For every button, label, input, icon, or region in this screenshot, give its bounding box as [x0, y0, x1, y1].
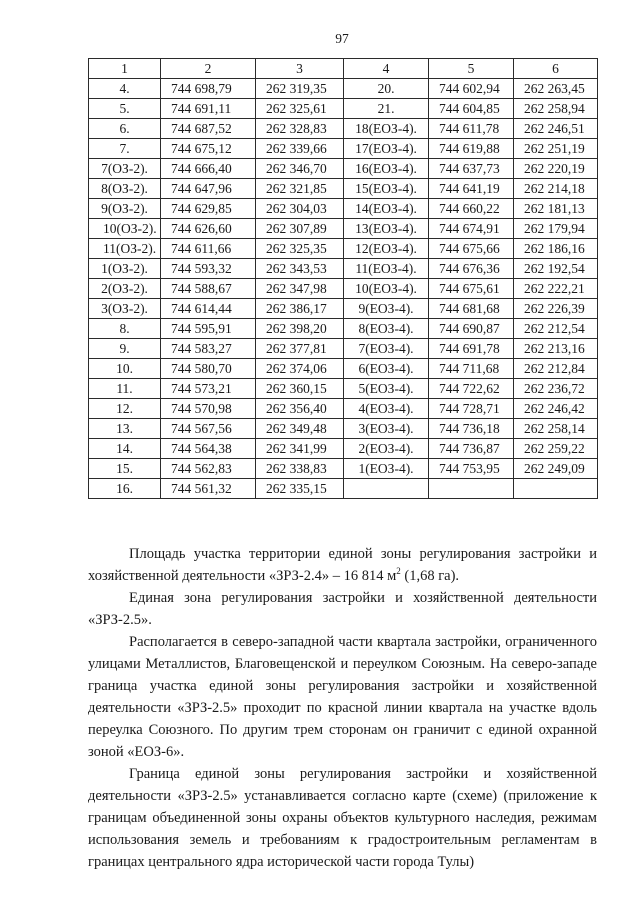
table-cell-col-6: 262 220,19 — [514, 159, 598, 179]
table-cell-col-4: 4(ЕОЗ-4). — [344, 399, 429, 419]
table-cell-col-2: 744 580,70 — [161, 359, 256, 379]
header-cell-6: 6 — [514, 59, 598, 79]
table-cell-col-1: 6. — [89, 119, 161, 139]
table-row — [89, 199, 598, 219]
paragraph-location: Располагается в северо-западной части квартала застройки, ограниченного улицами Металлистов, Благовещенской и переулком Союзным. На северо-западе граница участка единой зоны регулирования застройки и хозяйственной деятельности «ЗРЗ-2.5» проходит по красной линии квартала на участке вдоль переулка Союзного. По другим трем сторонам он граничит с единой охранной зоной «ЕОЗ-6». — [88, 634, 597, 760]
table-cell-col-1: 7(ОЗ-2). — [89, 159, 161, 179]
table-cell-col-2: 744 583,27 — [161, 339, 256, 359]
table-cell-col-2: 744 626,60 — [161, 219, 256, 239]
table-cell-col-3: 262 349,48 — [256, 419, 344, 439]
table-cell-col-2: 744 567,56 — [161, 419, 256, 439]
table-cell-col-3: 262 398,20 — [256, 319, 344, 339]
table-cell-col-3: 262 338,83 — [256, 459, 344, 479]
table-cell-col-4: 9(ЕОЗ-4). — [344, 299, 429, 319]
table-cell-col-6: 262 181,13 — [514, 199, 598, 219]
table-cell-col-5: 744 611,78 — [429, 119, 514, 139]
table-cell-col-1: 12. — [89, 399, 161, 419]
table-row — [89, 379, 598, 399]
table-cell-col-5: 744 676,36 — [429, 259, 514, 279]
table-cell-col-5: 744 602,94 — [429, 79, 514, 99]
table-cell-col-6: 262 259,22 — [514, 439, 598, 459]
header-cell-4: 4 — [344, 59, 429, 79]
table-cell-col-5: 744 690,87 — [429, 319, 514, 339]
table-cell-col-1: 8. — [89, 319, 161, 339]
table-cell-col-6: 262 226,39 — [514, 299, 598, 319]
table-cell-col-6: 262 258,14 — [514, 419, 598, 439]
table-cell-col-2: 744 687,52 — [161, 119, 256, 139]
table-cell-col-1: 10. — [89, 359, 161, 379]
table-body — [89, 79, 598, 499]
table-cell-col-3: 262 325,61 — [256, 99, 344, 119]
table-cell-col-6: 262 213,16 — [514, 339, 598, 359]
table-cell-col-3: 262 325,35 — [256, 239, 344, 259]
table-cell-col-2: 744 564,38 — [161, 439, 256, 459]
table-cell-col-2: 744 629,85 — [161, 199, 256, 219]
page-number: 97 — [335, 31, 349, 46]
table-cell-col-2: 744 573,21 — [161, 379, 256, 399]
table-row — [89, 439, 598, 459]
table-cell-col-3: 262 347,98 — [256, 279, 344, 299]
table-cell-col-4: 14(ЕОЗ-4). — [344, 199, 429, 219]
table-cell-col-1: 7. — [89, 139, 161, 159]
table-cell-col-3: 262 374,06 — [256, 359, 344, 379]
table-cell-col-5: 744 736,87 — [429, 439, 514, 459]
table-cell-col-3: 262 328,83 — [256, 119, 344, 139]
table-cell-col-1: 2(ОЗ-2). — [89, 279, 161, 299]
table-cell-col-3: 262 386,17 — [256, 299, 344, 319]
table-cell-col-4: 1(ЕОЗ-4). — [344, 459, 429, 479]
table-row — [89, 259, 598, 279]
table-cell-col-5: 744 675,61 — [429, 279, 514, 299]
table-cell-col-4: 12(ЕОЗ-4). — [344, 239, 429, 259]
table-cell-col-6: 262 212,54 — [514, 319, 598, 339]
table-cell-col-6: 262 236,72 — [514, 379, 598, 399]
table-cell-col-6 — [514, 479, 598, 499]
table-cell-col-4: 17(ЕОЗ-4). — [344, 139, 429, 159]
table-cell-col-6: 262 222,21 — [514, 279, 598, 299]
table-cell-col-5: 744 660,22 — [429, 199, 514, 219]
header-cell-3: 3 — [256, 59, 344, 79]
table-cell-col-6: 262 263,45 — [514, 79, 598, 99]
table-cell-col-1: 15. — [89, 459, 161, 479]
table-cell-col-5: 744 675,66 — [429, 239, 514, 259]
table-cell-col-3: 262 307,89 — [256, 219, 344, 239]
paragraph-boundary: Граница единой зоны регулирования застройки и хозяйственной деятельности «ЗРЗ-2.5» устанавливается согласно карте (схеме) (приложение к границам объединенной зоны охраны объектов культурного наследия, режимам использования земель и требованиям к градостроительным регламентам в границах центрального ядра исторической части города Тулы) — [88, 766, 597, 870]
table-row — [89, 119, 598, 139]
table-cell-col-4: 16(ЕОЗ-4). — [344, 159, 429, 179]
table-cell-col-4: 10(ЕОЗ-4). — [344, 279, 429, 299]
table-cell-col-2: 744 691,11 — [161, 99, 256, 119]
table-cell-col-1: 10(ОЗ-2). — [89, 219, 161, 239]
table-cell-col-3: 262 304,03 — [256, 199, 344, 219]
document-text — [88, 543, 597, 873]
table-cell-col-4: 8(ЕОЗ-4). — [344, 319, 429, 339]
paragraph-area-zrz-2-4 — [88, 543, 597, 587]
table-cell-col-3: 262 319,35 — [256, 79, 344, 99]
table-cell-col-2: 744 588,67 — [161, 279, 256, 299]
table-cell-col-2: 744 561,32 — [161, 479, 256, 499]
table-cell-col-2: 744 611,66 — [161, 239, 256, 259]
table-cell-col-1: 14. — [89, 439, 161, 459]
table-row — [89, 399, 598, 419]
table-header-row — [89, 59, 598, 79]
table-cell-col-2: 744 595,91 — [161, 319, 256, 339]
coordinates-table — [88, 58, 598, 499]
table-cell-col-2: 744 593,32 — [161, 259, 256, 279]
table-cell-col-4: 11(ЕОЗ-4). — [344, 259, 429, 279]
table-cell-col-5: 744 674,91 — [429, 219, 514, 239]
paragraph-zone-title: Единая зона регулирования застройки и хозяйственной деятельности «ЗРЗ-2.5». — [88, 590, 597, 628]
table-cell-col-4: 7(ЕОЗ-4). — [344, 339, 429, 359]
paragraph-text: (1,68 га). — [400, 568, 460, 584]
table-cell-col-4: 3(ЕОЗ-4). — [344, 419, 429, 439]
table-row — [89, 179, 598, 199]
table-cell-col-5: 744 641,19 — [429, 179, 514, 199]
table-cell-col-3: 262 346,70 — [256, 159, 344, 179]
table-cell-col-4: 20. — [344, 79, 429, 99]
table-row — [89, 139, 598, 159]
table-cell-col-2: 744 698,79 — [161, 79, 256, 99]
table-row — [89, 479, 598, 499]
table-cell-col-6: 262 186,16 — [514, 239, 598, 259]
table-cell-col-4 — [344, 479, 429, 499]
table-header — [89, 59, 598, 79]
table-cell-col-4: 13(ЕОЗ-4). — [344, 219, 429, 239]
table-cell-col-5: 744 753,95 — [429, 459, 514, 479]
table-cell-col-4: 5(ЕОЗ-4). — [344, 379, 429, 399]
table-cell-col-1: 1(ОЗ-2). — [89, 259, 161, 279]
table-cell-col-4: 21. — [344, 99, 429, 119]
table-cell-col-5: 744 728,71 — [429, 399, 514, 419]
table-cell-col-3: 262 343,53 — [256, 259, 344, 279]
table-cell-col-3: 262 341,99 — [256, 439, 344, 459]
table-cell-col-6: 262 212,84 — [514, 359, 598, 379]
table-cell-col-5: 744 637,73 — [429, 159, 514, 179]
table-row — [89, 99, 598, 119]
table-cell-col-5: 744 711,68 — [429, 359, 514, 379]
table-cell-col-4: 15(ЕОЗ-4). — [344, 179, 429, 199]
table-cell-col-1: 5. — [89, 99, 161, 119]
table-cell-col-1: 4. — [89, 79, 161, 99]
header-cell-5: 5 — [429, 59, 514, 79]
table-cell-col-3: 262 321,85 — [256, 179, 344, 199]
table-cell-col-6: 262 214,18 — [514, 179, 598, 199]
table-cell-col-6: 262 246,42 — [514, 399, 598, 419]
table-row — [89, 159, 598, 179]
table-cell-col-1: 8(ОЗ-2). — [89, 179, 161, 199]
superscript: 2 — [396, 566, 401, 576]
paragraph-text: Площадь участка территории единой зоны регулирования застройки и хозяйственной деятельности «ЗРЗ-2.4» – 16 814 м — [88, 546, 597, 584]
table-row — [89, 279, 598, 299]
table-cell-col-2: 744 666,40 — [161, 159, 256, 179]
table-cell-col-3: 262 335,15 — [256, 479, 344, 499]
table-cell-col-1: 11(ОЗ-2). — [89, 239, 161, 259]
table-cell-col-2: 744 647,96 — [161, 179, 256, 199]
table-cell-col-3: 262 360,15 — [256, 379, 344, 399]
table-cell-col-3: 262 356,40 — [256, 399, 344, 419]
table-cell-col-6: 262 246,51 — [514, 119, 598, 139]
table-cell-col-3: 262 377,81 — [256, 339, 344, 359]
table-row — [89, 319, 598, 339]
table-cell-col-5: 744 619,88 — [429, 139, 514, 159]
table-cell-col-5: 744 604,85 — [429, 99, 514, 119]
table-cell-col-3: 262 339,66 — [256, 139, 344, 159]
header-cell-1: 1 — [89, 59, 161, 79]
table-cell-col-1: 3(ОЗ-2). — [89, 299, 161, 319]
table-cell-col-1: 11. — [89, 379, 161, 399]
table-cell-col-5 — [429, 479, 514, 499]
table-cell-col-2: 744 675,12 — [161, 139, 256, 159]
table-cell-col-2: 744 614,44 — [161, 299, 256, 319]
header-cell-2: 2 — [161, 59, 256, 79]
table-cell-col-6: 262 258,94 — [514, 99, 598, 119]
table-cell-col-2: 744 562,83 — [161, 459, 256, 479]
table-cell-col-1: 13. — [89, 419, 161, 439]
table-cell-col-2: 744 570,98 — [161, 399, 256, 419]
table-cell-col-4: 18(ЕОЗ-4). — [344, 119, 429, 139]
table-cell-col-4: 2(ЕОЗ-4). — [344, 439, 429, 459]
table-cell-col-1: 9(ОЗ-2). — [89, 199, 161, 219]
table-row — [89, 219, 598, 239]
table-cell-col-5: 744 691,78 — [429, 339, 514, 359]
table-cell-col-6: 262 179,94 — [514, 219, 598, 239]
table-row — [89, 359, 598, 379]
table-row — [89, 419, 598, 439]
table-row — [89, 79, 598, 99]
table-row — [89, 339, 598, 359]
table-cell-col-6: 262 251,19 — [514, 139, 598, 159]
table-cell-col-1: 9. — [89, 339, 161, 359]
table-cell-col-6: 262 192,54 — [514, 259, 598, 279]
table-cell-col-5: 744 736,18 — [429, 419, 514, 439]
table-cell-col-4: 6(ЕОЗ-4). — [344, 359, 429, 379]
table-cell-col-5: 744 722,62 — [429, 379, 514, 399]
table-row — [89, 459, 598, 479]
table-cell-col-5: 744 681,68 — [429, 299, 514, 319]
table-row — [89, 239, 598, 259]
table-row — [89, 299, 598, 319]
table-cell-col-1: 16. — [89, 479, 161, 499]
table-cell-col-6: 262 249,09 — [514, 459, 598, 479]
